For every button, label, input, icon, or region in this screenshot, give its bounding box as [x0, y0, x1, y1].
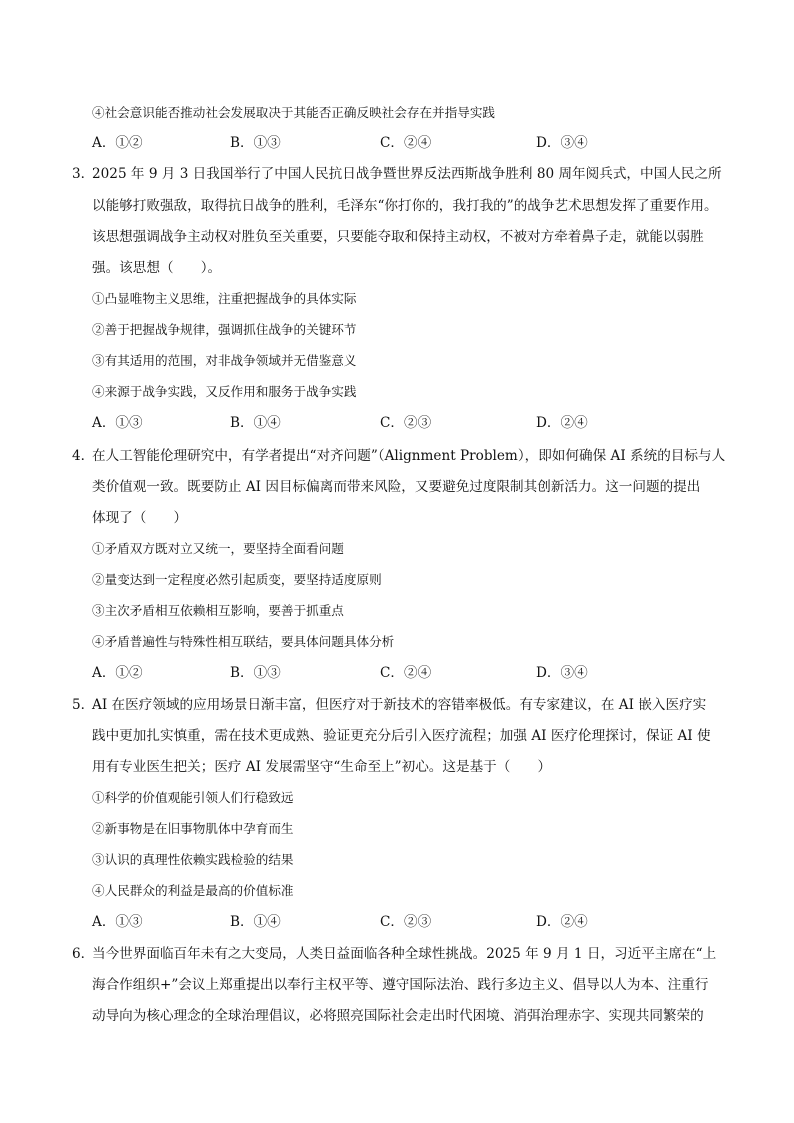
q4-choice-c: C．②④: [380, 665, 432, 681]
q2-choice-c: C．②④: [380, 135, 432, 151]
q3-number: 3．: [72, 166, 95, 182]
q3-stem-line-4: 强。该思想（ ）。: [92, 260, 222, 276]
q3-option-3: ③有其适用的范围，对非战争领域并无借鉴意义: [92, 353, 357, 368]
q3-choice-d: D．②④: [536, 415, 588, 431]
q5-choice-a: A．①③: [92, 914, 143, 930]
q5-stem-line-1: AI 在医疗领域的应用场景日渐丰富，但医疗对于新技术的容错率极低。有专家建议，在 AI 嵌入医疗实: [92, 697, 707, 713]
q2-choices: [92, 133, 732, 153]
q4-number: 4．: [72, 448, 95, 464]
q4-stem-line-2: 类价值观一致。既要防止 AI 因目标偏离而带来风险，又要避免过度限制其创新活力。这一问题的提出: [92, 479, 701, 495]
q3-option-1: ①凸显唯物主义思维，注重把握战争的具体实际: [92, 291, 357, 306]
q6-stem-line-2: 海合作组织+”会议上郑重提出以奉行主权平等、遵守国际法治、践行多边主义、倡导以人为本、注重行: [92, 977, 709, 993]
q4-option-3: ③主次矛盾相互依赖相互影响，要善于抓重点: [92, 603, 344, 618]
q5-option-2: ②新事物是在旧事物肌体中孕育而生: [92, 821, 294, 836]
q5-option-3: ③认识的真理性依赖实践检验的结果: [92, 852, 294, 867]
q3-option-4: ④来源于战争实践，又反作用和服务于战争实践: [92, 384, 357, 399]
q4-option-4: ④矛盾普遍性与特殊性相互联结，要具体问题具体分析: [92, 634, 395, 649]
q3-stem-line-2: 以能够打败强敌，取得抗日战争的胜利，毛泽东“你打你的，我打我的”的战争艺术思想发挥了重要作用。: [92, 198, 718, 214]
q4-choice-b: B．①③: [230, 665, 281, 681]
q4-stem-line-3: 体现了（ ）: [92, 510, 188, 526]
q5-option-4: ④人民群众的利益是最高的价值标准: [92, 883, 294, 898]
q3-choice-c: C．②③: [380, 415, 432, 431]
q4-choices: [92, 663, 732, 683]
q4-option-2: ②量变达到一定程度必然引起质变，要坚持适度原则: [92, 572, 382, 587]
q6-number: 6．: [72, 946, 95, 962]
q4-option-1: ①矛盾双方既对立又统一，要坚持全面看问题: [92, 541, 344, 556]
q5-choice-b: B．①④: [230, 914, 281, 930]
q6-stem-line-1: 当今世界面临百年未有之大变局，人类日益面临各种全球性挑战。2025 年 9 月 1 日，习近平主席在“上: [92, 946, 717, 962]
q2-option-4: ④社会意识能否推动社会发展取决于其能否正确反映社会存在并指导实践: [92, 105, 495, 120]
q5-stem-line-3: 用有专业医生把关；医疗 AI 发展需坚守“生命至上”初心。这是基于（ ）: [92, 759, 552, 775]
q6-stem-line-3: 动导向为核心理念的全球治理倡议，必将照亮国际社会走出时代困境、消弭治理赤字、实现共同繁荣的: [92, 1008, 704, 1024]
q2-choice-b: B．①③: [230, 135, 281, 151]
q5-option-1: ①科学的价值观能引领人们行稳致远: [92, 790, 294, 805]
q5-choice-c: C．②③: [380, 914, 432, 930]
q5-choices: [92, 912, 732, 932]
q2-choice-d: D．③④: [536, 135, 588, 151]
q3-choice-b: B．①④: [230, 415, 281, 431]
q3-option-2: ②善于把握战争规律，强调抓住战争的关键环节: [92, 322, 357, 337]
q3-stem-line-3: 该思想强调战争主动权对胜负至关重要，只要能夺取和保持主动权，不被对方牵着鼻子走，就能以弱胜: [92, 229, 704, 245]
q4-stem-line-1: 在人工智能伦理研究中，有学者提出“对齐问题”（Alignment Problem），即如何确保 AI 系统的目标与人: [92, 448, 726, 464]
q5-stem-line-2: 践中更加扎实慎重，需在技术更成熟、验证更充分后引入医疗流程；加强 AI 医疗伦理探讨，保证 AI 使: [92, 728, 711, 744]
q5-choice-d: D．②④: [536, 914, 588, 930]
q2-choice-a: A．①②: [92, 135, 143, 151]
q4-choice-d: D．③④: [536, 665, 588, 681]
q4-choice-a: A．①②: [92, 665, 143, 681]
q3-choice-a: A．①③: [92, 415, 143, 431]
q3-stem-line-1: 2025 年 9 月 3 日我国举行了中国人民抗日战争暨世界反法西斯战争胜利 80 周年阅兵式，中国人民之所: [92, 166, 722, 182]
q3-choices: [92, 413, 732, 433]
q5-number: 5．: [72, 697, 95, 713]
